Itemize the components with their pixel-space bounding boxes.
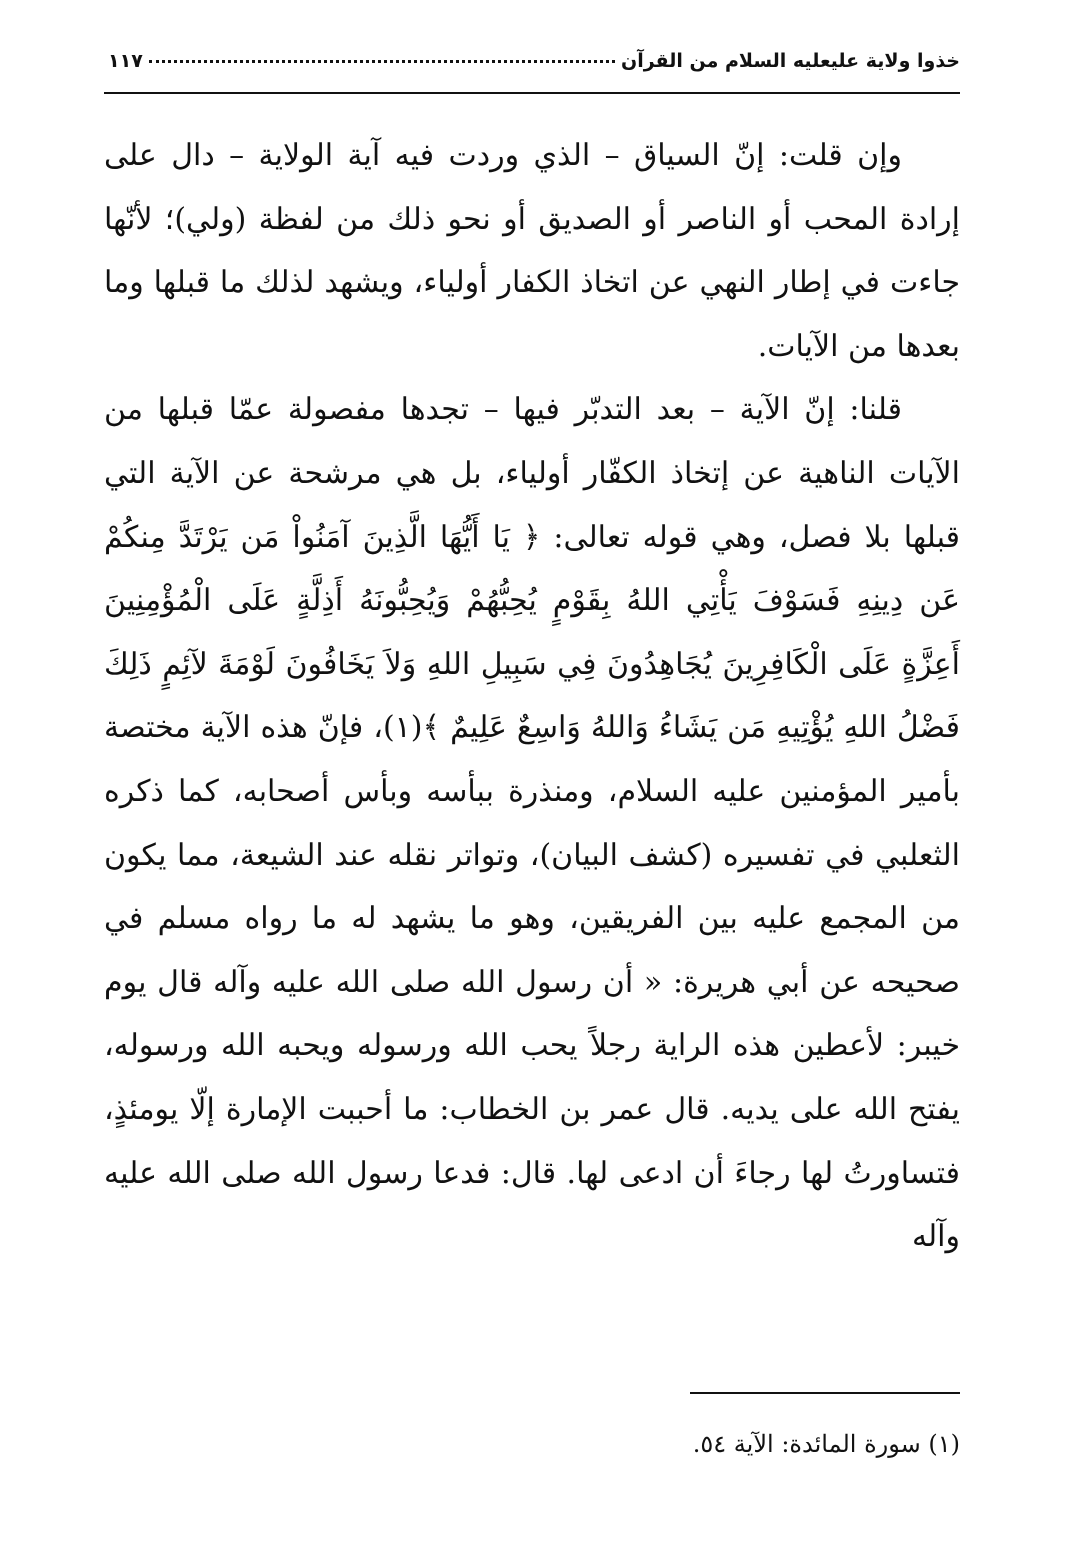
footnote-rule [690, 1392, 960, 1394]
page-number: ١١٧ [108, 50, 143, 72]
header-rule [104, 92, 960, 94]
main-text [104, 124, 960, 1269]
paragraph-2: قلنا: إنّ الآية – بعد التدبّر فيها – تجدها مفصولة عمّا قبلها من الآيات الناهية عن إتخاذ الكفّار أولياء، بل هي مرشحة عن الآية التي قبلها بلا فصل، وهي قوله تعالى: ﴿ يَا أَيُّهَا الَّذِينَ آمَنُواْ مَن يَرْتَدَّ مِنكُمْ عَن دِينِهِ فَسَوْفَ يَأْتِي اللهُ بِقَوْمٍ يُحِبُّهُمْ وَيُحِبُّونَهُ أَذِلَّةٍ عَلَى الْمُؤْمِنِينَ أَعِزَّةٍ عَلَى الْكَافِرِينَ يُجَاهِدُونَ فِي سَبِيلِ اللهِ وَلاَ يَخَافُونَ لَوْمَةَ لآئِمٍ ذَلِكَ فَضْلُ اللهِ يُؤْتِيهِ مَن يَشَاءُ وَاللهُ وَاسِعٌ عَلِيمٌ ﴾(١)، فإنّ هذه الآية مختصة بأمير المؤمنين عليه السلام، ومنذرة ببأسه وبأس أصحابه، كما ذكره الثعلبي في تفسيره (كشف البيان)، وتواتر نقله عند الشيعة، مما يكون من المجمع عليه بين الفريقين، وهو ما يشهد له ما رواه مسلم في صحيحه عن أبي هريرة: « أن رسول الله صلى الله عليه وآله قال يوم خيبر: لأعطين هذه الراية رجلاً يحب الله ورسوله ويحبه الله ورسوله، يفتح الله على يديه. قال عمر بن الخطاب: ما أحببت الإمارة إلّا يومئذٍ، فتساورتُ لها رجاءَ أن ادعى لها. قال: فدعا رسول الله صلى الله عليه وآله [104, 392, 960, 1255]
paragraph-1: وإن قلت: إنّ السياق – الذي وردت فيه آية الولاية – دال على إرادة المحب أو الناصر أو الصديق أو نحو ذلك من لفظة (ولي)؛ لأنّها جاءت في إطار النهي عن اتخاذ الكفار أولياء، ويشهد لذلك ما قبلها وما بعدها من الآيات. [104, 138, 960, 364]
page-header [104, 50, 960, 90]
footnote: (١) سورة المائدة: الآية ٥٤. [692, 1430, 960, 1458]
running-title: خذوا ولاية عليعليه السلام من القرآن [621, 50, 960, 72]
leader-dots [149, 60, 615, 63]
